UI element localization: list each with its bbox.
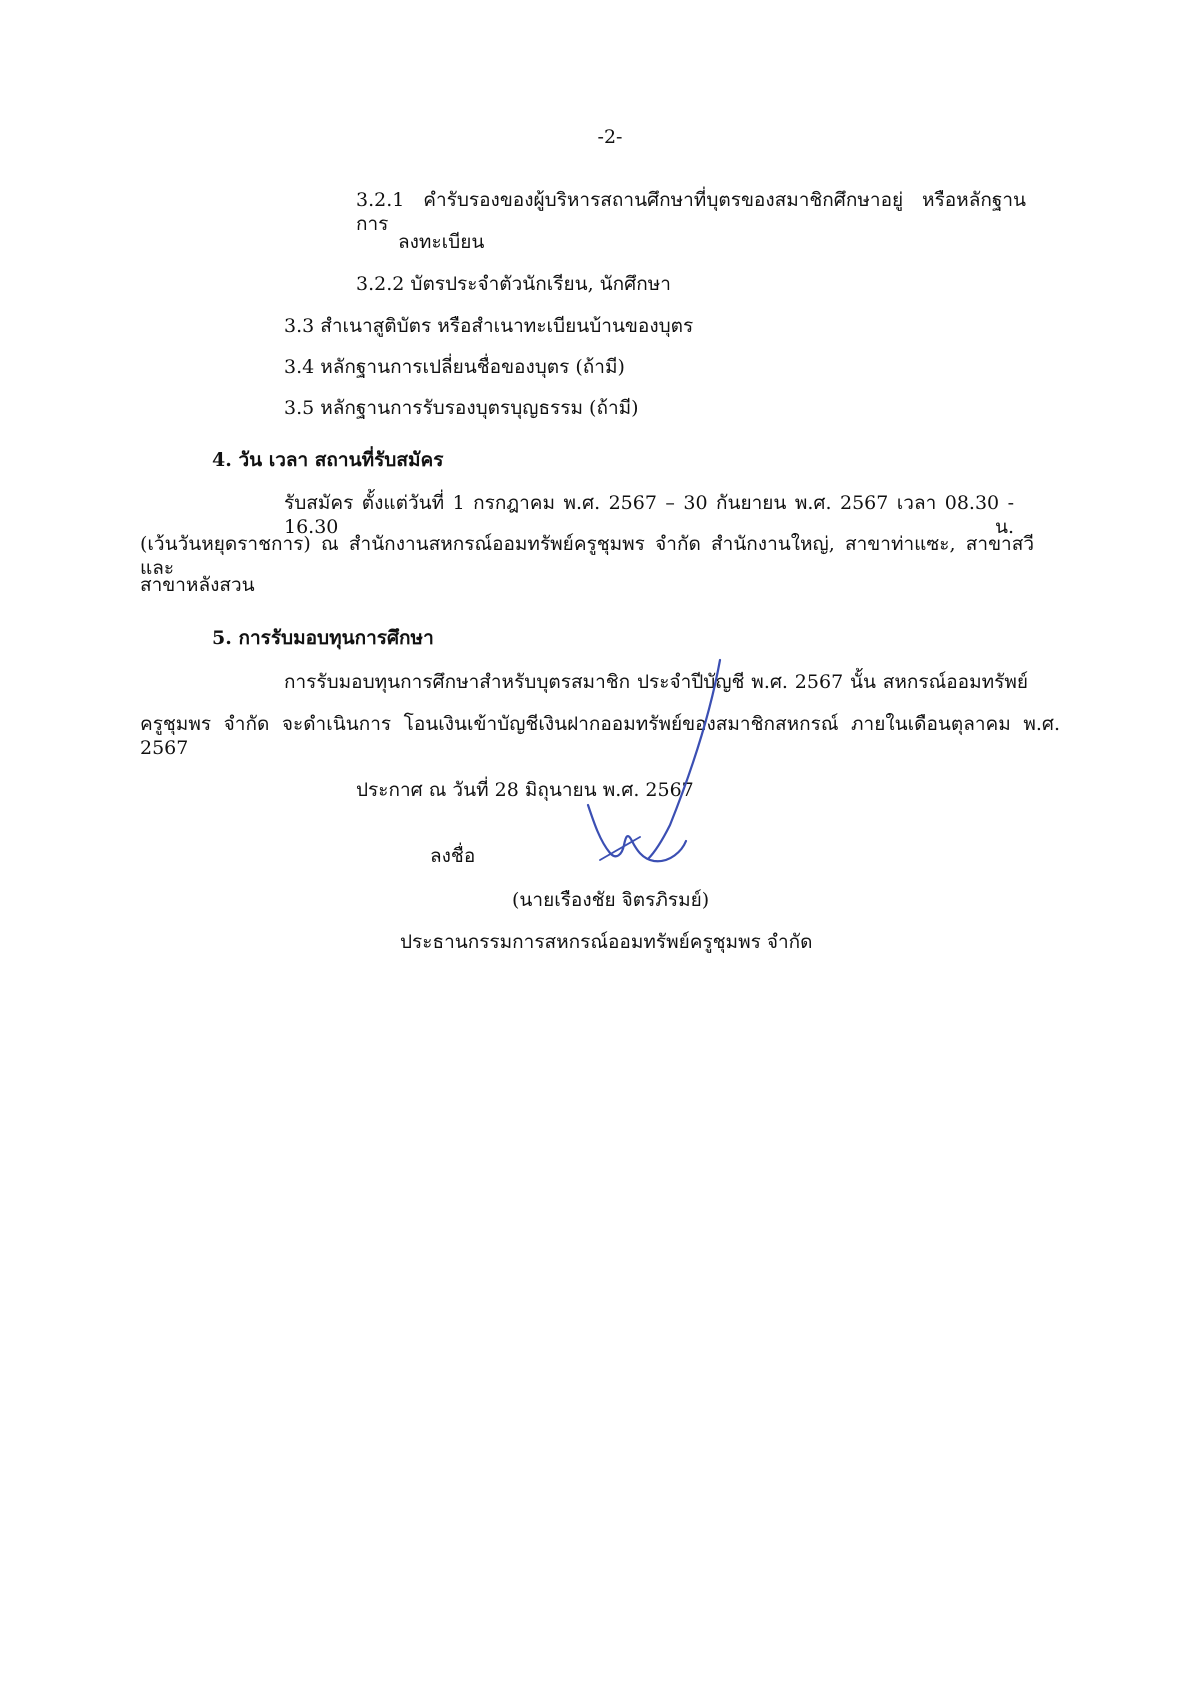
- item-3-5: 3.5 หลักฐานการรับรองบุตรบุญธรรม (ถ้ามี): [284, 397, 639, 419]
- sign-label: ลงชื่อ: [430, 845, 476, 867]
- handwritten-signature: [570, 655, 740, 885]
- section-4-line3: สาขาหลังสวน: [140, 574, 255, 596]
- item-3-4: 3.4 หลักฐานการเปลี่ยนชื่อของบุตร (ถ้ามี): [284, 356, 625, 378]
- signer-name: (นายเรืองชัย จิตรภิรมย์): [512, 889, 710, 911]
- section-4-heading: 4. วัน เวลา สถานที่รับสมัคร: [212, 449, 444, 471]
- page-number: -2-: [597, 126, 623, 148]
- section-5-line2: ครูชุมพร จำกัด จะดำเนินการ โอนเงินเข้าบัญชีเงินฝากออมทรัพย์ของสมาชิกสหกรณ์ ภายในเดือนตุลาคม พ.ศ. 2567: [140, 713, 1060, 759]
- item-3-2-2: 3.2.2 บัตรประจำตัวนักเรียน, นักศึกษา: [356, 273, 671, 295]
- section-4-line1: รับสมัคร ตั้งแต่วันที่ 1 กรกฎาคม พ.ศ. 2567 – 30 กันยายน พ.ศ. 2567 เวลา 08.30 - 16.30 น.: [284, 492, 1014, 538]
- section-5-line1: การรับมอบทุนการศึกษาสำหรับบุตรสมาชิก ประจำปีบัญชี พ.ศ. 2567 นั้น สหกรณ์ออมทรัพย์: [284, 671, 1028, 693]
- item-3-2-1-line1: 3.2.1 คำรับรองของผู้บริหารสถานศึกษาที่บุตรของสมาชิกศึกษาอยู่ หรือหลักฐานการ: [356, 189, 1026, 235]
- item-3-3: 3.3 สำเนาสูติบัตร หรือสำเนาทะเบียนบ้านของบุตร: [284, 315, 694, 337]
- section-4-line2: (เว้นวันหยุดราชการ) ณ สำนักงานสหกรณ์ออมทรัพย์ครูชุมพร จำกัด สำนักงานใหญ่, สาขาท่าแซะ, สาขาสวี และ: [140, 533, 1034, 579]
- announcement-date: ประกาศ ณ วันที่ 28 มิถุนายน พ.ศ. 2567: [356, 779, 694, 801]
- section-5-heading: 5. การรับมอบทุนการศึกษา: [212, 627, 434, 649]
- signer-title: ประธานกรรมการสหกรณ์ออมทรัพย์ครูชุมพร จำกัด: [400, 931, 813, 953]
- item-3-2-1-line2: ลงทะเบียน: [398, 231, 485, 253]
